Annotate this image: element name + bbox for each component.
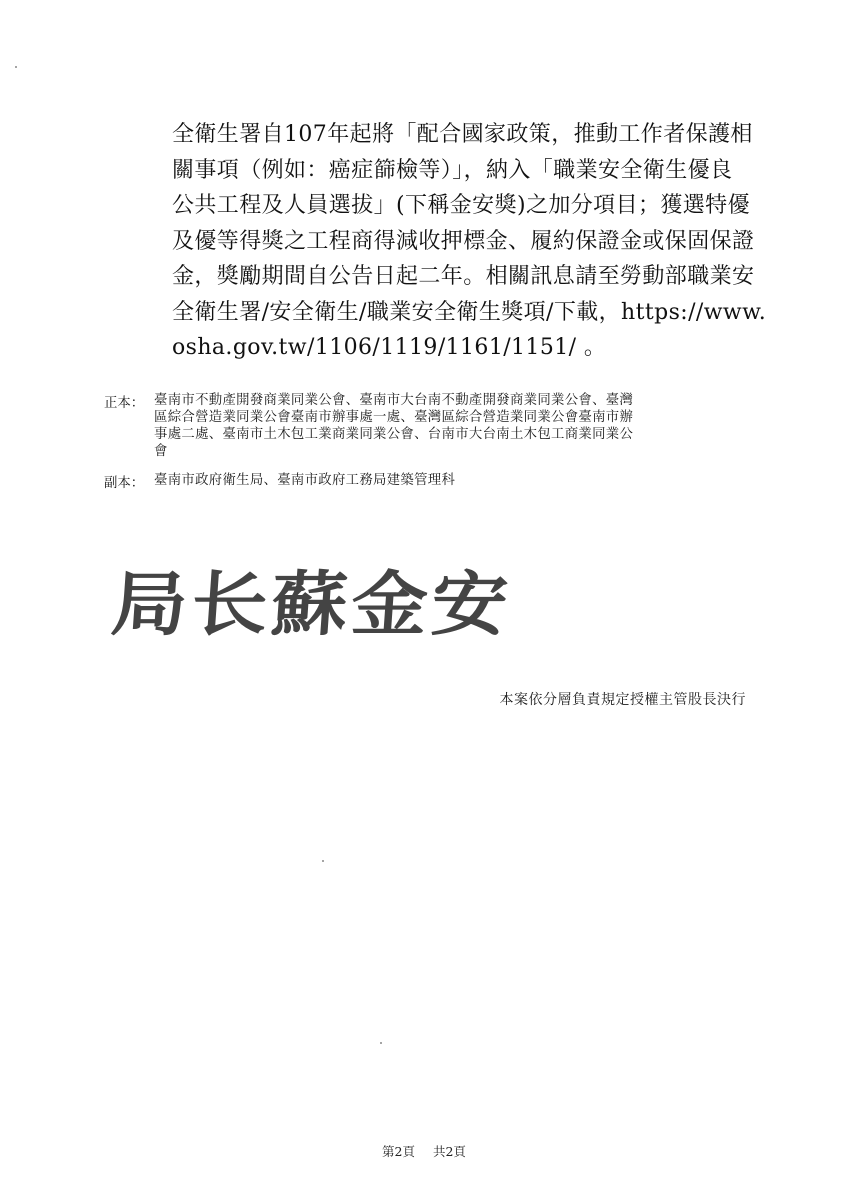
copy-recipients-line: 臺南市政府衛生局、臺南市政府工務局建築管理科 — [154, 473, 456, 488]
delegation-note: 本案依分層負責規定授權主管股長決行 — [499, 692, 746, 708]
body-line: 金，獎勵期間自公告日起二年。相關訊息請至勞動部職業安 — [172, 264, 755, 289]
scan-speck — [322, 860, 324, 862]
main-recipients — [104, 392, 764, 460]
body-paragraph — [172, 117, 767, 366]
scan-speck — [380, 1042, 382, 1044]
main-recipients-line: 事處二處、臺南市土木包工業商業同業公會、台南市大台南土木包工商業同業公 — [154, 427, 634, 442]
main-recipients-line: 會 — [154, 444, 168, 459]
body-line: 全衛生署自107年起將「配合國家政策，推動工作者保護相 — [172, 122, 753, 147]
scan-speck — [15, 66, 17, 68]
copy-recipients — [104, 472, 764, 489]
body-line: 公共工程及人員選拔」(下稱金安獎)之加分項目；獲選特優 — [172, 193, 750, 218]
body-line: osha.gov.tw/1106/1119/1161/1151/ 。 — [172, 335, 607, 360]
page-number: 第2頁 — [382, 1144, 415, 1159]
main-recipients-line: 臺南市不動產開發商業同業公會、臺南市大台南不動產開發商業同業公會、臺灣 — [154, 393, 634, 408]
director-signature-stamp — [108, 548, 532, 648]
page-footer — [0, 1142, 848, 1160]
main-recipients-line: 區綜合營造業同業公會臺南市辦事處一處、臺灣區綜合營造業同業公會臺南市辦 — [154, 410, 634, 425]
copy-recipients-label: 副本： — [104, 476, 145, 491]
body-line: 及優等得獎之工程商得減收押標金、履約保證金或保固保證 — [172, 228, 755, 254]
signature-text: 局长蘇金安 — [108, 562, 515, 645]
main-recipients-label: 正本： — [104, 396, 145, 411]
body-line: 全衛生署/安全衛生/職業安全衛生獎項/下載，https://www. — [172, 299, 767, 325]
body-line: 關事項（例如：癌症篩檢等）」，納入「職業安全衛生優良 — [172, 157, 733, 183]
page-total: 共2頁 — [432, 1144, 466, 1159]
